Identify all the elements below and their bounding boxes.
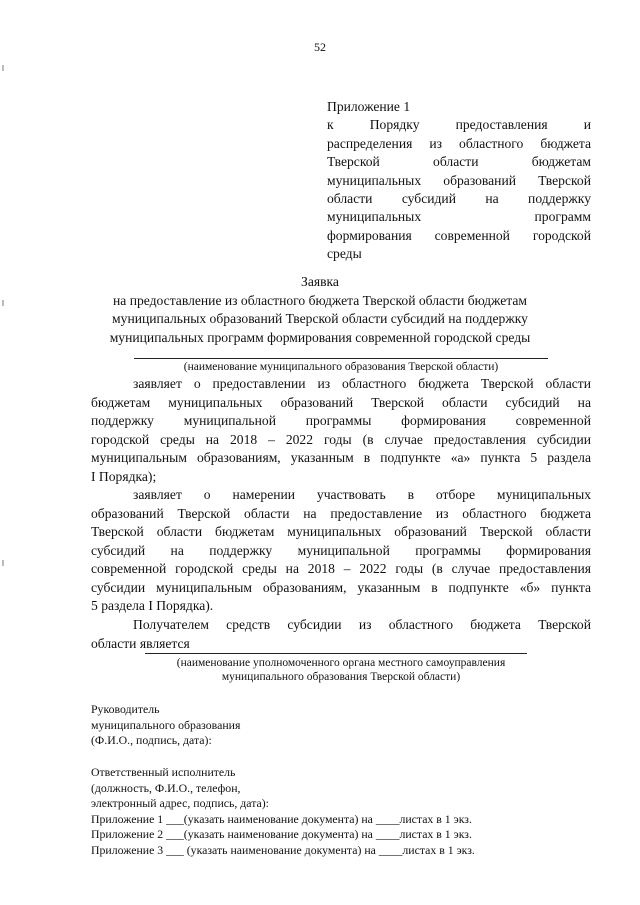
paragraph-line: образований Тверской области на предоставление из областного бюджета	[91, 505, 591, 521]
appendix-line: Тверской области бюджетам	[327, 154, 591, 170]
paragraph-line: Получателем средств субсидии из областного бюджета Тверской	[133, 617, 591, 632]
paragraph-selection-intent	[91, 486, 591, 616]
head-signature-block	[91, 702, 591, 749]
authority-caption	[91, 656, 591, 684]
paragraph-line: субсидий на поддержку муниципальной программы формирования	[91, 542, 591, 558]
municipality-blank-line	[134, 358, 548, 359]
appendix-line: распределения из областного бюджета	[327, 135, 591, 151]
paragraph-line: I Порядка);	[91, 468, 157, 484]
paragraph-line: Тверской области бюджетам муниципальных образований Тверской области	[91, 524, 591, 539]
appendix-line: формирования современной городской	[327, 227, 591, 243]
signature-line: (должность, Ф.И.О., телефон,	[91, 780, 241, 795]
signature-line: Ответственный исполнитель	[91, 765, 236, 779]
scan-artifact	[2, 65, 4, 71]
appendix-line: муниципальных образований Тверской	[327, 172, 591, 188]
scan-artifact	[2, 300, 4, 306]
caption-line: (наименование уполномоченного органа местного самоуправления	[176, 657, 506, 669]
paragraph-line: поддержку муниципальной программы формирования современной	[91, 413, 591, 428]
signature-line: Руководитель	[91, 702, 160, 716]
signature-line: (Ф.И.О., подпись, дата):	[91, 733, 212, 748]
appendix-line: среды	[327, 246, 362, 262]
paragraph-line: заявляет о предоставлении из областного бюджета Тверской области	[133, 376, 591, 391]
page-number: 52	[314, 40, 326, 54]
signature-line: электронный адрес, подпись, дата):	[91, 796, 269, 811]
authority-blank-line	[145, 653, 527, 654]
signature-line: муниципального образования	[91, 717, 241, 732]
appendix-line: области субсидий на поддержку	[327, 191, 591, 207]
appendix-line: к Порядку предоставления и	[327, 117, 591, 133]
paragraph-declaration	[91, 375, 591, 486]
caption-line: муниципального образования Тверской области)	[221, 671, 461, 683]
paragraph-line: муниципальным образованиям, указанным в подпункте «а» пункта 5 раздела	[91, 450, 591, 465]
paragraph-line: бюджетам муниципальных образований Тверской области субсидий на	[91, 394, 591, 410]
attachment-line: Приложение 1 ___(указать наименование документа) на ____листах в 1 экз.	[91, 811, 472, 826]
title-heading: Заявка	[301, 274, 339, 289]
attachment-line: Приложение 3 ___ (указать наименование документа) на ____листах в 1 экз.	[91, 842, 475, 857]
title-line: муниципальных программ формирования современной городской среды	[109, 329, 531, 345]
paragraph-line: современной городской среды на 2018 – 2022 годы (в случае предоставления	[91, 561, 591, 576]
appendix-line: муниципальных программ	[327, 209, 591, 225]
paragraph-line: области является	[91, 635, 190, 651]
executor-signature-block	[91, 765, 591, 859]
paragraph-line: субсидии муниципальным образованиям, указанным в подпункте «б» пункта	[91, 579, 591, 595]
paragraph-recipient	[91, 616, 591, 653]
scan-artifact	[2, 560, 4, 566]
paragraph-line: городской среды на 2018 – 2022 годы (в случае предоставления субсидии	[91, 431, 591, 447]
appendix-header	[327, 98, 591, 264]
appendix-line: Приложение 1	[327, 99, 411, 114]
document-title	[0, 273, 640, 347]
title-line: муниципальных образований Тверской области субсидий на поддержку	[112, 311, 528, 326]
paragraph-line: 5 раздела I Порядка).	[91, 598, 214, 613]
municipality-caption: (наименование муниципального образования Тверской области)	[183, 361, 499, 373]
title-line: на предоставление из областного бюджета Тверской области бюджетам	[112, 292, 528, 308]
attachment-line: Приложение 2 ___(указать наименование документа) на ____листах в 1 экз.	[91, 827, 472, 842]
paragraph-line: заявляет о намерении участвовать в отборе муниципальных	[133, 487, 591, 502]
